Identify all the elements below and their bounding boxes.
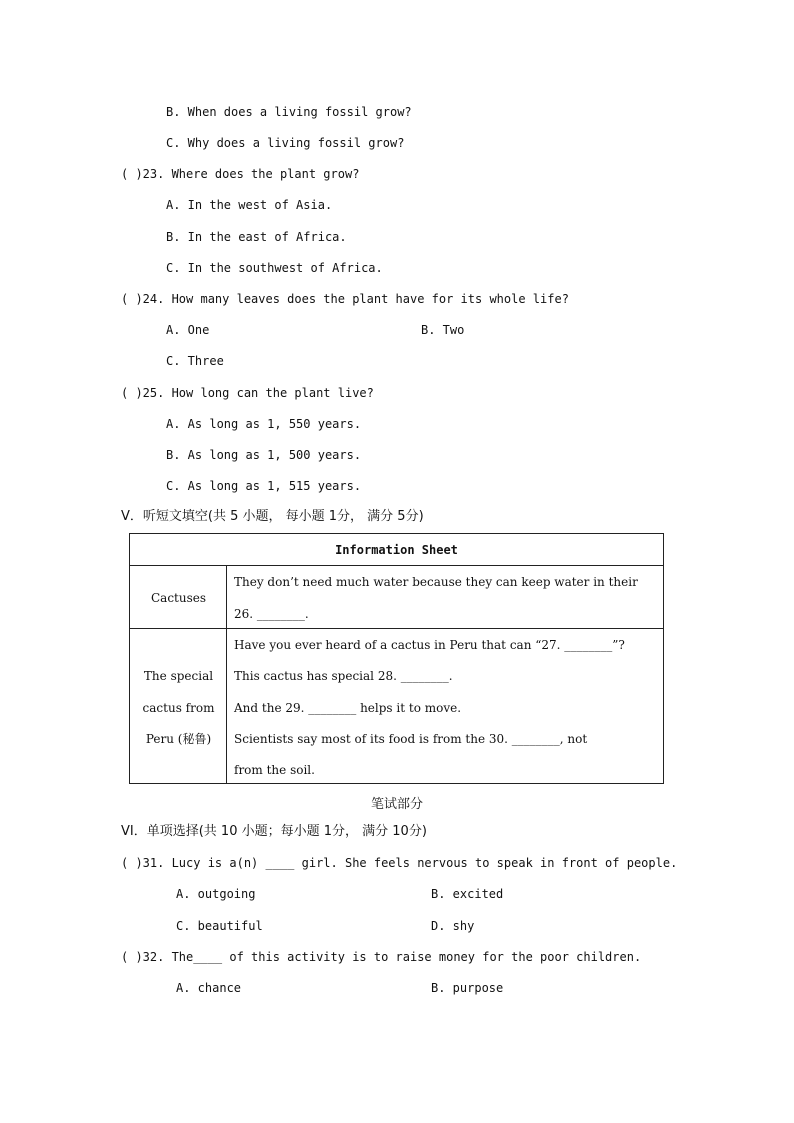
row1-line-1: They don’t need much water because they can keep water in their bbox=[234, 575, 638, 589]
q32-option-a: A. chance bbox=[176, 981, 242, 995]
q24-option-b: B. Two bbox=[421, 323, 465, 337]
row2-label-line-1: The special bbox=[143, 669, 214, 683]
row2-line-1: Have you ever heard of a cactus in Peru that can “27. ________”? bbox=[234, 638, 625, 652]
q22-option-c: C. Why does a living fossil grow? bbox=[166, 136, 405, 150]
written-part-title: 笔试部分 bbox=[370, 797, 423, 812]
q25-option-c: C. As long as 1, 515 years. bbox=[166, 479, 362, 493]
row2-line-3: And the 29. ________ helps it to move. bbox=[234, 701, 462, 715]
q31-option-d: D. shy bbox=[431, 919, 475, 933]
row2-line-2: This cactus has special 28. ________. bbox=[234, 669, 453, 683]
row2-line-4: Scientists say most of its food is from the 30. ________, not bbox=[234, 732, 588, 746]
row2-label-cell bbox=[130, 629, 227, 783]
row2-label-line-2: cactus from bbox=[142, 701, 215, 715]
q25-option-a: A. As long as 1, 550 years. bbox=[166, 417, 362, 431]
q24-option-c: C. Three bbox=[166, 354, 224, 368]
section-5-heading: V．听短文填空(共 5 小题， 每小题 1分， 满分 5分) bbox=[121, 509, 424, 524]
row2-content-cell bbox=[227, 629, 663, 783]
q24-stem: ( )24. How many leaves does the plant have for its whole life? bbox=[121, 292, 569, 306]
q24-option-a: A. One bbox=[166, 323, 210, 337]
q23-option-c: C. In the southwest of Africa. bbox=[166, 261, 383, 275]
q23-stem: ( )23. Where does the plant grow? bbox=[121, 167, 360, 181]
q23-option-b: B. In the east of Africa. bbox=[166, 230, 347, 244]
q31-stem: ( )31. Lucy is a(n) ____ girl. She feels nervous to speak in front of people. bbox=[121, 856, 678, 870]
row2-line-5: from the soil. bbox=[234, 763, 315, 777]
q31-option-c: C. beautiful bbox=[176, 919, 263, 933]
q23-option-a: A. In the west of Asia. bbox=[166, 198, 333, 212]
row1-content-cell bbox=[227, 566, 663, 628]
q31-option-b: B. excited bbox=[431, 887, 504, 901]
q31-option-a: A. outgoing bbox=[176, 887, 256, 901]
row1-label: Cactuses bbox=[150, 591, 207, 605]
row1-label-cell bbox=[130, 566, 227, 628]
q22-option-b: B. When does a living fossil grow? bbox=[166, 105, 412, 119]
section-6-heading: VI．单项选择(共 10 小题；每小题 1分， 满分 10分) bbox=[121, 824, 427, 839]
table-row-cactuses bbox=[130, 566, 663, 629]
table-row-peru-cactus bbox=[130, 629, 663, 783]
q32-stem: ( )32. The____ of this activity is to raise money for the poor children. bbox=[121, 950, 642, 964]
row1-line-2: 26. ________. bbox=[234, 607, 309, 621]
q25-stem: ( )25. How long can the plant live? bbox=[121, 386, 374, 400]
table-title: Information Sheet bbox=[130, 534, 663, 566]
q32-option-b: B. purpose bbox=[431, 981, 504, 995]
row2-label-line-3: Peru (秘鲁) bbox=[145, 732, 212, 746]
information-sheet-table bbox=[129, 533, 664, 784]
q25-option-b: B. As long as 1, 500 years. bbox=[166, 448, 362, 462]
